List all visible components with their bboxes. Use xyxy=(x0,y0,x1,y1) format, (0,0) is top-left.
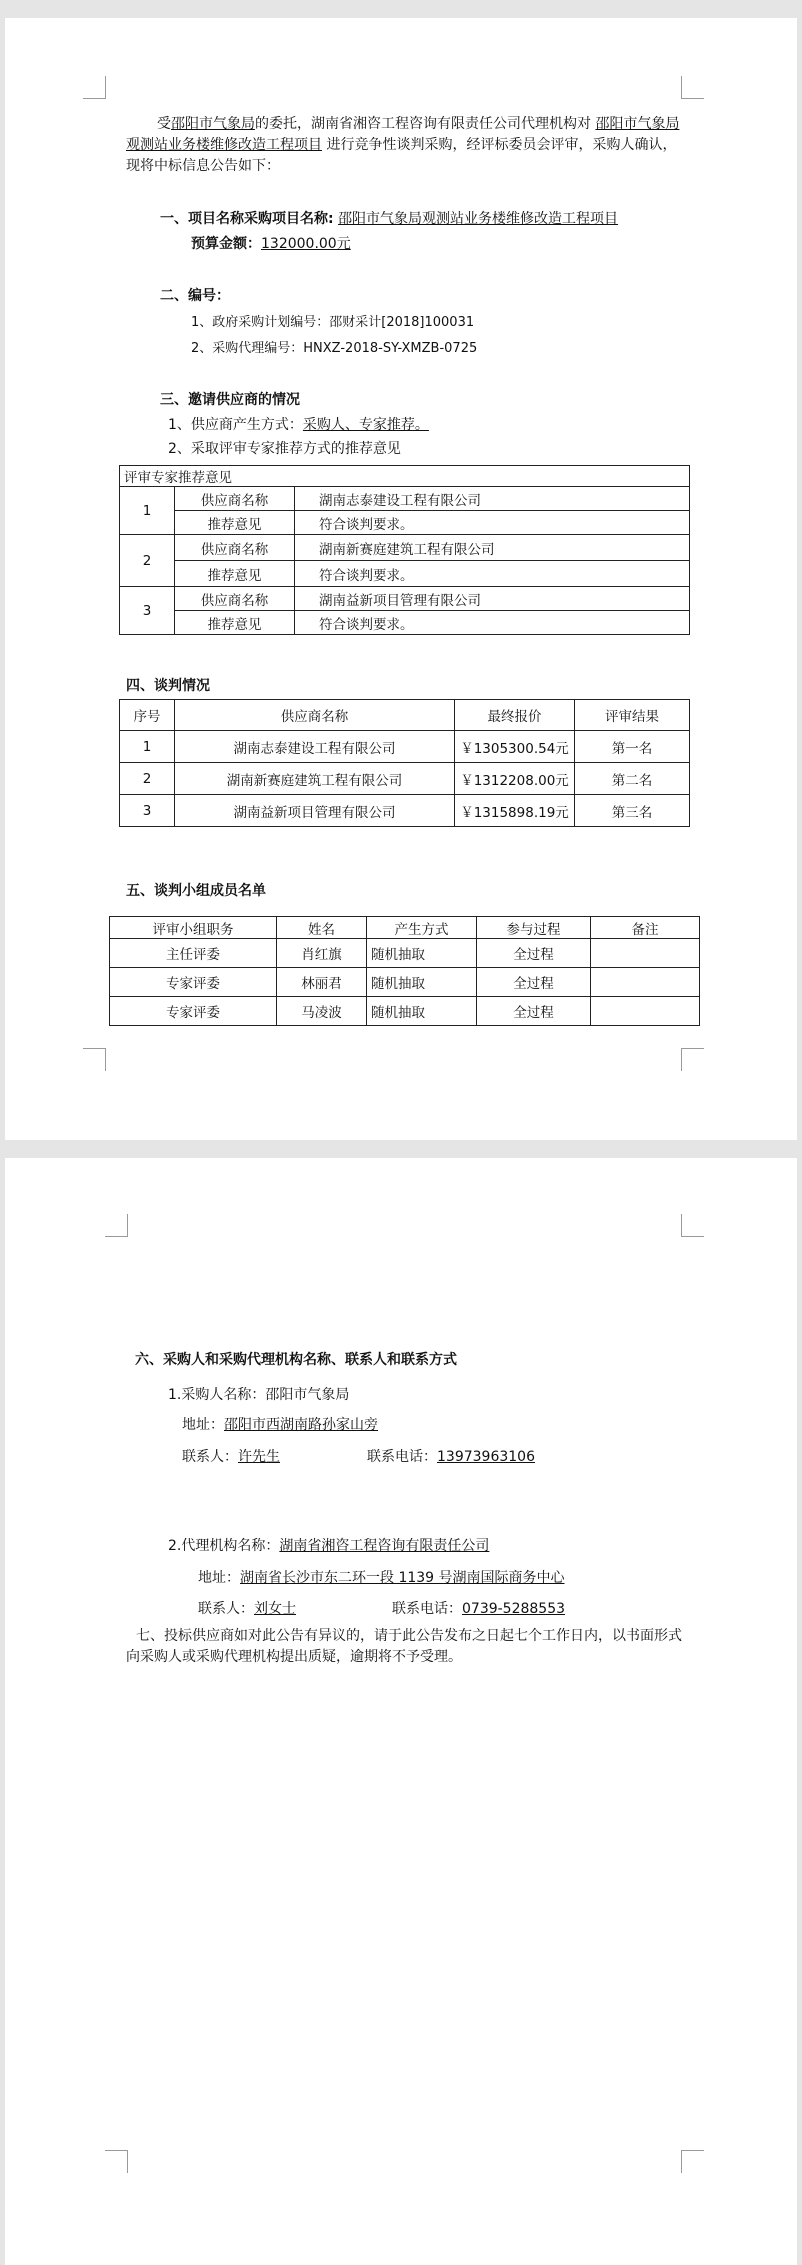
document-page-2 xyxy=(5,1158,797,2265)
neg-header-price: 最终报价 xyxy=(455,700,575,731)
agency-address xyxy=(198,1570,565,1587)
agency-contact-value: 刘女士 xyxy=(254,1601,296,1617)
section-3-heading: 三、邀请供应商的情况 xyxy=(160,392,300,408)
purchaser-contact-value: 许先生 xyxy=(238,1449,280,1465)
intro-line-2 xyxy=(126,137,676,154)
rec-opinion: 符合谈判要求。 xyxy=(295,561,690,587)
agency-name-label: 2.代理机构名称： xyxy=(168,1538,280,1554)
neg-row-result: 第三名 xyxy=(575,795,690,827)
panel-row-name: 肖红旗 xyxy=(277,939,367,968)
section-6-heading: 六、采购人和采购代理机构名称、联系人和联系方式 xyxy=(135,1352,457,1368)
budget-line xyxy=(191,236,351,253)
rec-row-number: 1 xyxy=(120,487,175,535)
section-2-heading: 二、编号： xyxy=(160,288,230,304)
panel-header-name: 姓名 xyxy=(277,917,367,939)
supplier-method-label: 1、供应商产生方式： xyxy=(168,417,303,433)
neg-row-no: 3 xyxy=(120,795,175,827)
panel-row-role: 主任评委 xyxy=(110,939,277,968)
rec-label-name: 供应商名称 xyxy=(175,587,295,611)
supplier-method-value: 采购人、专家推荐。 xyxy=(302,417,429,433)
panel-row-method: 随机抽取 xyxy=(367,939,477,968)
budget-value: 132000.00元 xyxy=(261,236,351,252)
neg-row-result: 第二名 xyxy=(575,763,690,795)
purchaser-contact xyxy=(182,1449,310,1466)
neg-header-result: 评审结果 xyxy=(575,700,690,731)
rec-supplier-name: 湖南志泰建设工程有限公司 xyxy=(295,487,690,511)
rec-label-opinion: 推荐意见 xyxy=(175,561,295,587)
rec-row-number: 3 xyxy=(120,587,175,635)
rec-opinion: 符合谈判要求。 xyxy=(295,511,690,535)
panel-row-name: 林丽君 xyxy=(277,968,367,997)
purchaser-phone-value: 13973963106 xyxy=(437,1449,535,1465)
panel-row-role: 专家评委 xyxy=(110,968,277,997)
panel-row-process: 全过程 xyxy=(477,997,591,1026)
neg-row-no: 2 xyxy=(120,763,175,795)
margin-mark-top-left xyxy=(83,76,106,99)
rec-supplier-name: 湖南新赛庭建筑工程有限公司 xyxy=(295,535,690,561)
intro-purchaser: 邵阳市气象局 xyxy=(171,116,255,132)
purchaser-name: 1.采购人名称：邵阳市气象局 xyxy=(168,1387,350,1403)
margin-mark-bottom-left xyxy=(105,2150,128,2173)
neg-row-no: 1 xyxy=(120,731,175,763)
intro-line-3: 现将中标信息公告如下： xyxy=(126,158,280,174)
panel-members-table xyxy=(109,916,700,1026)
section-1-heading: 一、项目名称采购项目名称: xyxy=(160,211,334,227)
agency-address-label: 地址： xyxy=(198,1570,240,1586)
rec-label-name: 供应商名称 xyxy=(175,535,295,561)
rec-supplier-name: 湖南益新项目管理有限公司 xyxy=(295,587,690,611)
neg-row-supplier: 湖南志泰建设工程有限公司 xyxy=(175,731,455,763)
plan-number: 1、政府采购计划编号：邵财采计[2018]100031 xyxy=(191,315,475,330)
panel-row-name: 马凌波 xyxy=(277,997,367,1026)
panel-header-role: 评审小组职务 xyxy=(110,917,277,939)
agency-phone-value: 0739-5288553 xyxy=(462,1601,566,1617)
panel-row-process: 全过程 xyxy=(477,939,591,968)
intro-project-part1: 邵阳市气象局 xyxy=(595,116,680,132)
rec-label-opinion: 推荐意见 xyxy=(175,611,295,635)
purchaser-phone-label: 联系电话： xyxy=(367,1449,437,1465)
agency-name-value: 湖南省湘咨工程咨询有限责任公司 xyxy=(279,1538,490,1554)
neg-row-result: 第一名 xyxy=(575,731,690,763)
section-1 xyxy=(160,211,618,228)
purchaser-address xyxy=(182,1417,378,1434)
intro-prefix: 受 xyxy=(157,116,171,132)
panel-header-process: 参与过程 xyxy=(477,917,591,939)
panel-row-method: 随机抽取 xyxy=(367,997,477,1026)
margin-mark-top-left xyxy=(105,1214,128,1237)
recommend-method: 2、采取评审专家推荐方式的推荐意见 xyxy=(168,441,401,457)
panel-row-process: 全过程 xyxy=(477,968,591,997)
rec-opinion: 符合谈判要求。 xyxy=(295,611,690,635)
supplier-method xyxy=(168,417,429,434)
panel-row-note xyxy=(591,997,700,1026)
margin-mark-top-right xyxy=(681,1214,704,1237)
agency-number: 2、采购代理编号：HNXZ-2018-SY-XMZB-0725 xyxy=(191,341,478,356)
intro-suffix: 进行竞争性谈判采购，经评标委员会评审，采购人确认， xyxy=(322,137,677,153)
recommendation-table xyxy=(119,465,690,635)
panel-row-role: 专家评委 xyxy=(110,997,277,1026)
panel-row-note xyxy=(591,968,700,997)
section-4-heading: 四、谈判情况 xyxy=(126,678,210,694)
neg-row-price: ￥1305300.54元 xyxy=(455,731,575,763)
margin-mark-top-right xyxy=(681,76,704,99)
margin-mark-bottom-left xyxy=(83,1048,106,1071)
panel-header-note: 备注 xyxy=(591,917,700,939)
purchaser-address-value: 邵阳市西湖南路孙家山旁 xyxy=(224,1417,378,1433)
intro-project-part2: 观测站业务楼维修改造工程项目 xyxy=(126,137,322,153)
agency-phone-label: 联系电话： xyxy=(392,1601,462,1617)
panel-header-method: 产生方式 xyxy=(367,917,477,939)
intro-middle: 的委托，湖南省湘咨工程咨询有限责任公司代理机构对 xyxy=(255,116,591,132)
section-5-heading: 五、谈判小组成员名单 xyxy=(126,883,266,899)
project-name: 邵阳市气象局观测站业务楼维修改造工程项目 xyxy=(338,211,619,227)
purchaser-phone xyxy=(367,1449,535,1466)
neg-row-supplier: 湖南益新项目管理有限公司 xyxy=(175,795,455,827)
panel-row-note xyxy=(591,939,700,968)
margin-mark-bottom-right xyxy=(681,2150,704,2173)
objection-notice-line-1: 七、投标供应商如对此公告有异议的，请于此公告发布之日起七个工作日内，以书面形式 xyxy=(136,1628,682,1644)
intro-line-1 xyxy=(157,116,679,133)
agency-name-line xyxy=(168,1538,489,1555)
rec-label-name: 供应商名称 xyxy=(175,487,295,511)
rec-label-opinion: 推荐意见 xyxy=(175,511,295,535)
document-page-1 xyxy=(5,18,797,1140)
agency-address-value: 湖南省长沙市东二环一段 1139 号湖南国际商务中心 xyxy=(240,1570,565,1586)
neg-row-supplier: 湖南新赛庭建筑工程有限公司 xyxy=(175,763,455,795)
recommendation-table-header: 评审专家推荐意见 xyxy=(120,466,690,487)
panel-row-method: 随机抽取 xyxy=(367,968,477,997)
agency-phone xyxy=(392,1601,565,1618)
rec-row-number: 2 xyxy=(120,535,175,587)
neg-header-supplier: 供应商名称 xyxy=(175,700,455,731)
purchaser-address-label: 地址： xyxy=(182,1417,224,1433)
agency-contact-label: 联系人： xyxy=(198,1601,254,1617)
margin-mark-bottom-right xyxy=(681,1048,704,1071)
objection-notice-line-2: 向采购人或采购代理机构提出质疑，逾期将不予受理。 xyxy=(126,1649,462,1665)
negotiation-table xyxy=(119,699,690,827)
agency-contact xyxy=(198,1601,314,1618)
neg-row-price: ￥1312208.00元 xyxy=(455,763,575,795)
budget-label: 预算金额： xyxy=(191,236,261,252)
neg-row-price: ￥1315898.19元 xyxy=(455,795,575,827)
purchaser-contact-label: 联系人： xyxy=(182,1449,238,1465)
neg-header-no: 序号 xyxy=(120,700,175,731)
